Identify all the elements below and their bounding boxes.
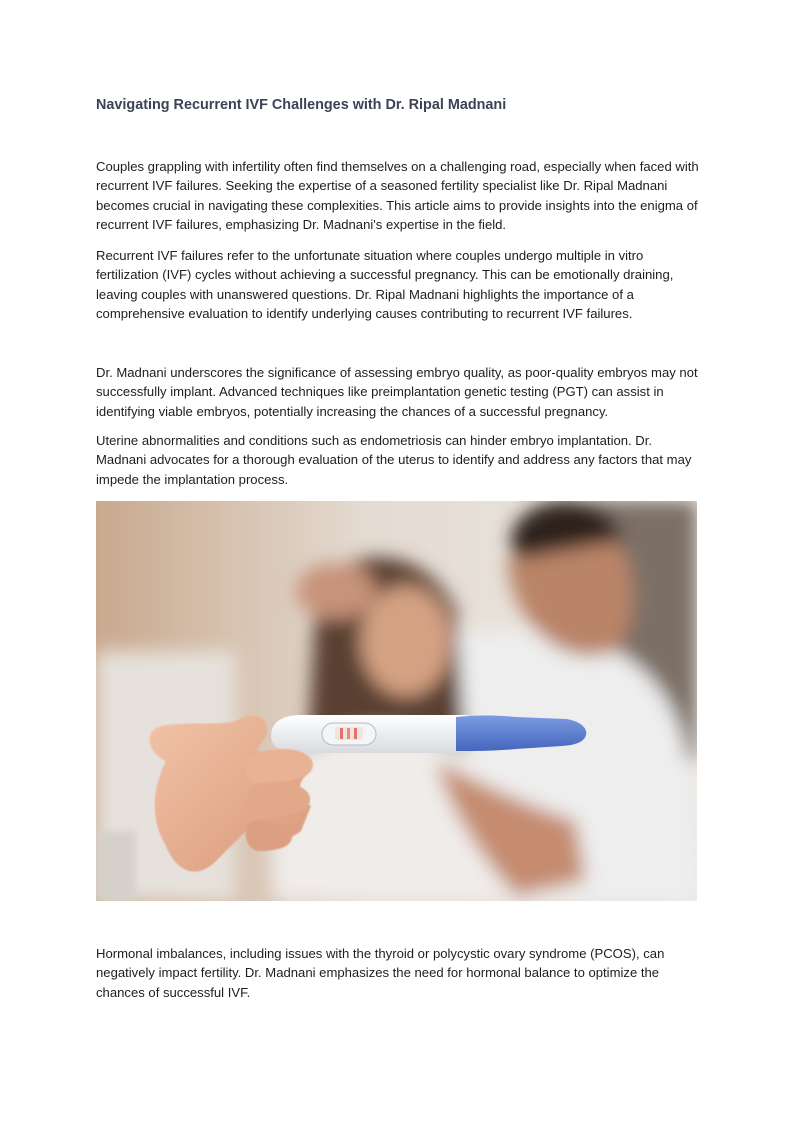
pregnancy-test xyxy=(271,715,586,753)
paragraph-intro: Couples grappling with infertility often find themselves on a challenging road, especially when faced with recurrent IVF failures. Seeking the expertise of a seasoned fertility specialist like Dr. Ripal Madnani becomes crucial in navigating these complexities. This article aims to provide insights into the enigma of recurrent IVF failures, emphasizing Dr. Madnani's expertise in the field. xyxy=(96,159,699,233)
paragraph-uterine: Uterine abnormalities and conditions such as endometriosis can hinder embryo implantation. Dr. Madnani advocates for a thorough evaluation of the uterus to identify and address any factors that may impede the implantation process. xyxy=(96,433,692,487)
paragraph-hormonal: Hormonal imbalances, including issues with the thyroid or polycystic ovary syndrome (PCOS), can negatively impact fertility. Dr. Madnani emphasizes the need for hormonal balance to optimize the chances of successful IVF. xyxy=(96,946,665,1000)
paragraph-definition: Recurrent IVF failures refer to the unfortunate situation where couples undergo multiple in vitro fertilization (IVF) cycles without achieving a successful pregnancy. This can be emotionally draining, leaving couples with unanswered questions. Dr. Ripal Madnani highlights the importance of a comprehensive evaluation to identify underlying causes contributing to recurrent IVF failures. xyxy=(96,248,674,322)
couple-pregnancy-test-photo xyxy=(96,501,697,901)
article-title: Navigating Recurrent IVF Challenges with Dr. Ripal Madnani xyxy=(96,97,507,113)
paragraph-embryo-quality: Dr. Madnani underscores the significance of assessing embryo quality, as poor-quality embryos may not successfully implant. Advanced techniques like preimplantation genetic testing (PGT) can assist in identifying viable embryos, potentially increasing the chances of a successful pregnancy. xyxy=(96,365,698,419)
